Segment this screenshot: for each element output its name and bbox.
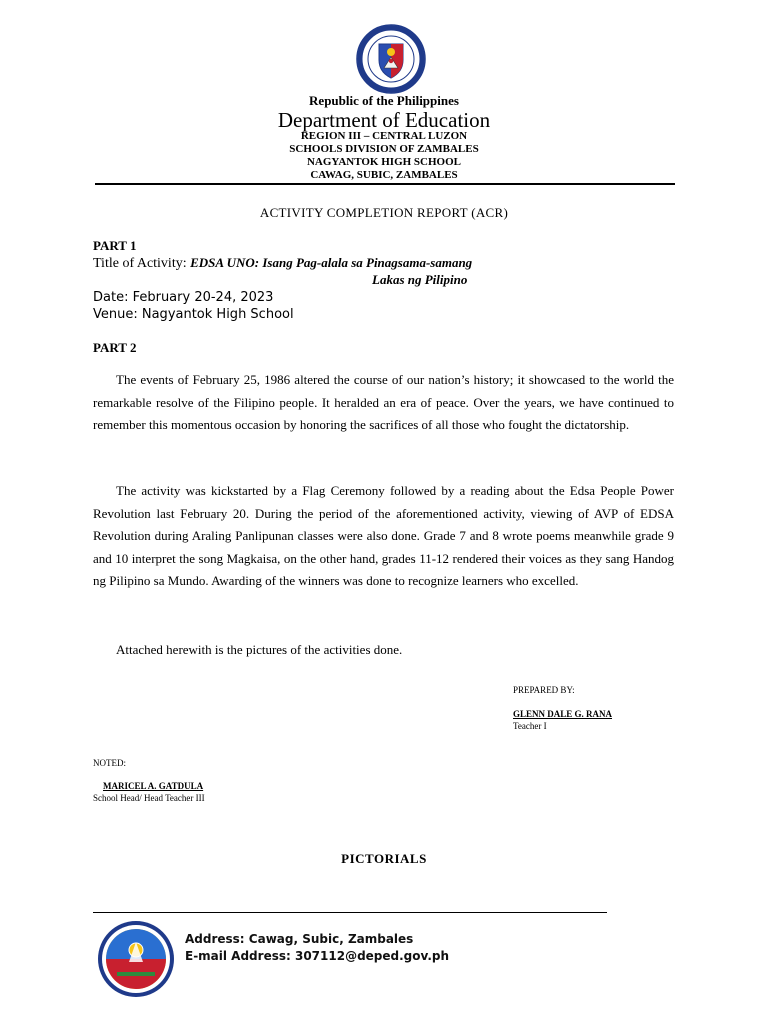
deped-seal-logo: [356, 24, 426, 94]
department-title: Department of Education: [277, 108, 491, 132]
noted-name: MARICEL A. GATDULA: [103, 781, 204, 791]
footer-divider: [93, 912, 607, 913]
header-divider: [95, 183, 675, 185]
activity-title-line2: Lakas ng Pilipino: [372, 272, 468, 287]
school-logo: [97, 920, 175, 998]
region-line: REGION III – CENTRAL LUZON: [300, 130, 468, 142]
activity-venue: Venue: Nagyantok High School: [93, 307, 294, 322]
location-line: CAWAG, SUBIC, ZAMBALES: [310, 169, 458, 181]
republic-line: Republic of the Philippines: [309, 93, 459, 108]
footer-email: E-mail Address: 307112@deped.gov.ph: [185, 949, 450, 963]
part2-heading: PART 2: [93, 340, 137, 355]
report-title: ACTIVITY COMPLETION REPORT (ACR): [259, 205, 509, 220]
paragraph-3: Attached herewith is the pictures of the activities done.: [116, 642, 403, 657]
activity-date: Date: February 20-24, 2023: [93, 290, 274, 305]
footer-address: Address: Cawag, Subic, Zambales: [185, 932, 414, 946]
noted-position: School Head/ Head Teacher III: [93, 793, 205, 803]
division-line: SCHOOLS DIVISION OF ZAMBALES: [289, 143, 479, 155]
noted-label: NOTED:: [93, 758, 126, 768]
prepared-by-name: GLENN DALE G. RANA: [513, 709, 613, 719]
pictorials-heading: PICTORIALS: [341, 851, 427, 866]
activity-title-label: Title of Activity:: [93, 256, 187, 271]
activity-title-line1: EDSA UNO: Isang Pag-alala sa Pinagsama-samang: [190, 255, 473, 270]
prepared-by-position: Teacher I: [513, 721, 547, 731]
school-line: NAGYANTOK HIGH SCHOOL: [306, 156, 462, 168]
paragraph-2: The activity was kickstarted by a Flag Ceremony followed by a reading about the Edsa People Power Revolution last February 20. During the period of the aforementioned activity, viewing of AVP of EDSA Revolution during Araling Panlipunan classes were also done. Grade 7 and 8 wrote poems meanwhile grade 9 and 10 interpret the song Magkaisa, on the other hand, grades 11-12 rendered their voices as they sang Handog ng Pilipino sa Mundo. Awarding of the winners was done to recognize learners who excelled.: [93, 483, 674, 588]
activity-title-row: [93, 255, 472, 272]
paragraph-1: The events of February 25, 1986 altered the course of our nation’s history; it showcased to the world the remarkable resolve of the Filipino people. It heralded an era of peace. Over the years, we have continued to remember this momentous occasion by honoring the sacrifices of all those who fought the dictatorship.: [93, 372, 674, 432]
part1-heading: PART 1: [93, 238, 137, 253]
prepared-by-label: PREPARED BY:: [513, 685, 575, 695]
